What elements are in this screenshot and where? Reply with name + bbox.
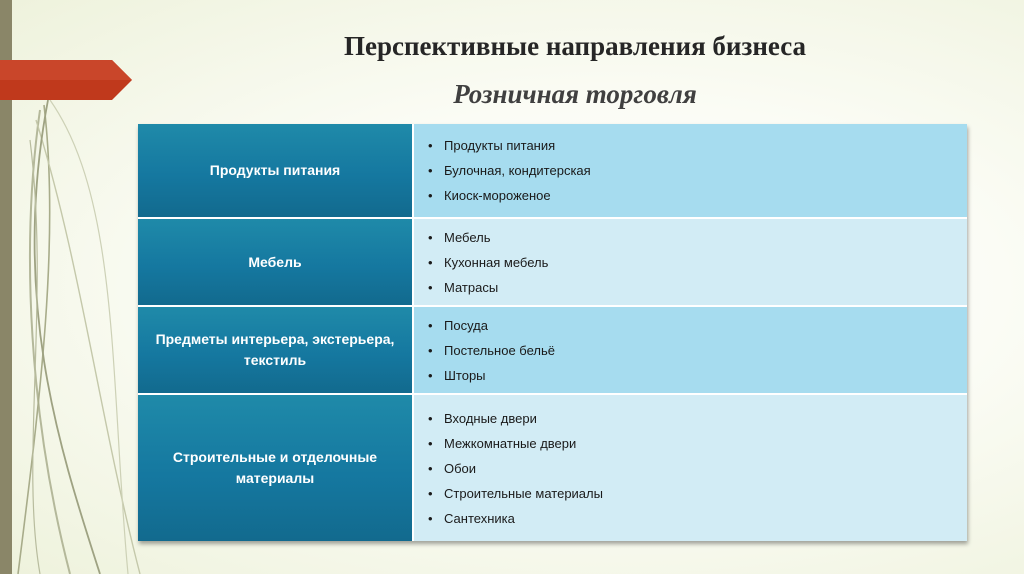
- list-item: • Мебель: [428, 225, 967, 250]
- list-item: • Шторы: [428, 363, 967, 388]
- slide-title: Перспективные направления бизнеса: [343, 31, 807, 61]
- items-list: [414, 395, 967, 541]
- list-item: • Продукты питания: [428, 133, 967, 158]
- list-item: • Посуда: [428, 313, 967, 338]
- category-cell: Строительные и отделочные материалы: [138, 395, 414, 541]
- list-item: • Булочная, кондитерская: [428, 158, 967, 183]
- category-cell: Продукты питания: [138, 124, 414, 217]
- table-row: [138, 395, 967, 541]
- table-row: [138, 124, 967, 219]
- category-cell: Мебель: [138, 219, 414, 305]
- items-list: [414, 124, 967, 217]
- list-item: • Постельное бельё: [428, 338, 967, 363]
- business-directions-table: [138, 124, 967, 541]
- slide-subtitle: Розничная торговля: [453, 79, 697, 109]
- table-row: [138, 307, 967, 395]
- list-item: • Кухонная мебель: [428, 250, 967, 275]
- items-list: [414, 219, 967, 305]
- table-row: [138, 219, 967, 307]
- ribbon-arrow-icon: [0, 60, 132, 100]
- list-item: • Строительные материалы: [428, 481, 967, 506]
- list-item: • Обои: [428, 456, 967, 481]
- items-list: [414, 307, 967, 393]
- list-item: • Матрасы: [428, 275, 967, 300]
- list-item: • Межкомнатные двери: [428, 431, 967, 456]
- list-item: • Сантехника: [428, 506, 967, 531]
- list-item: • Киоск-мороженое: [428, 183, 967, 208]
- category-cell: Предметы интерьера, экстерьера, текстиль: [138, 307, 414, 393]
- list-item: • Входные двери: [428, 406, 967, 431]
